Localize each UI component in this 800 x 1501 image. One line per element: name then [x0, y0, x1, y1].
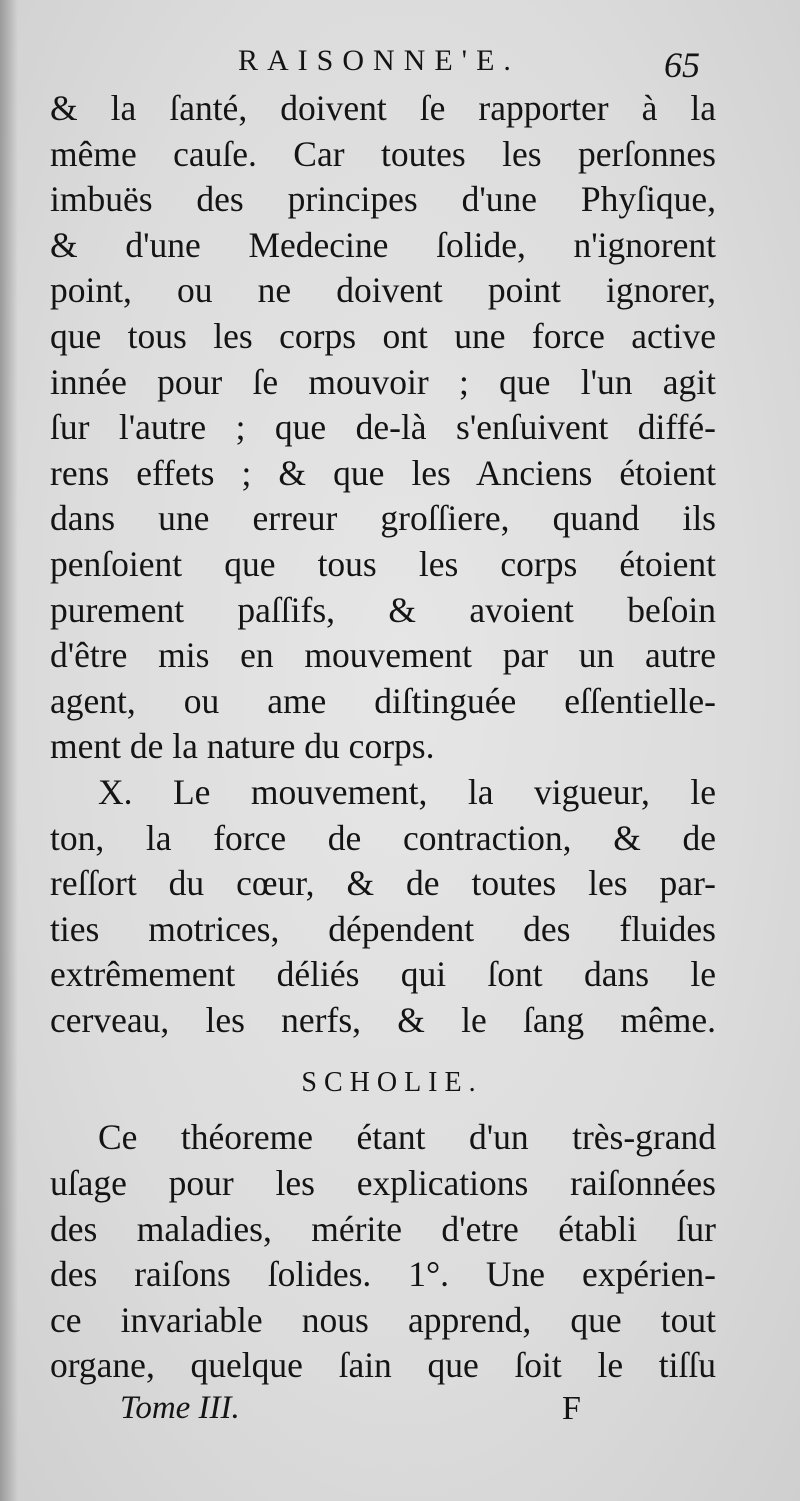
paragraph-x-line: X. Le mouvement, la vigueur, le — [98, 771, 716, 812]
text-line: & d'une Medecine ſolide, n'ignorent — [50, 224, 716, 265]
text-line: purement paſſifs, & avoient beſoin — [50, 589, 716, 630]
text-line: ment de la nature du corps. — [50, 726, 435, 767]
scholie-line: Ce théoreme étant d'un très-grand — [98, 1117, 716, 1158]
scholie-line: organe, quelque ſain que ſoit le tiſſu — [50, 1345, 716, 1386]
text-line: & la ſanté, doivent ſe rapporter à la — [50, 88, 716, 128]
text-line: point, ou ne doivent point ignorer, — [50, 270, 716, 311]
text-line: même cauſe. Car toutes les perſonnes — [50, 133, 716, 174]
text-line: innée pour ſe mouvoir ; que l'un agit — [50, 361, 716, 402]
signature-mark: F — [562, 1390, 581, 1427]
paragraph-x-line: reſſort du cœur, & de toutes les par- — [50, 863, 716, 904]
running-head: RAISONNE'E. — [238, 44, 520, 77]
paragraph-x-line: cerveau, les nerfs, & le ſang même. — [50, 999, 716, 1040]
text-line: penſoient que tous les corps étoient — [50, 543, 716, 584]
text-line: dans une erreur groſſiere, quand ils — [50, 498, 716, 539]
page-footer — [0, 1390, 800, 1440]
paragraph-x-line: ties motrices, dépendent des fluides — [50, 908, 716, 949]
text-line: ſur l'autre ; que de-là s'enſuivent diffé- — [50, 407, 716, 448]
paragraph-x-line: extrêmement déliés qui ſont dans le — [50, 954, 716, 995]
text-line: que tous les corps ont une force active — [50, 315, 716, 356]
scholie-line: ce invariable nous apprend, que tout — [50, 1299, 716, 1340]
scholie-line: uſage pour les explications raiſonnées — [50, 1163, 716, 1204]
section-heading: SCHOLIE. — [301, 1067, 483, 1099]
scholie-line: des raiſons ſolides. 1°. Une expérien- — [50, 1254, 716, 1295]
body-text — [50, 86, 716, 1389]
paragraph-x-line: ton, la force de contraction, & de — [50, 817, 716, 858]
volume-label: Tome III. — [120, 1390, 240, 1426]
scholie-line: des maladies, mérite d'etre établi ſur — [50, 1208, 716, 1249]
text-line: d'être mis en mouvement par un autre — [50, 635, 716, 676]
text-line: rens effets ; & que les Anciens étoient — [50, 452, 716, 493]
text-line: imbuës des principes d'une Phyſique, — [50, 179, 716, 220]
text-line: agent, ou ame diſtinguée eſſentielle- — [50, 680, 716, 721]
page-number: 65 — [664, 45, 700, 85]
